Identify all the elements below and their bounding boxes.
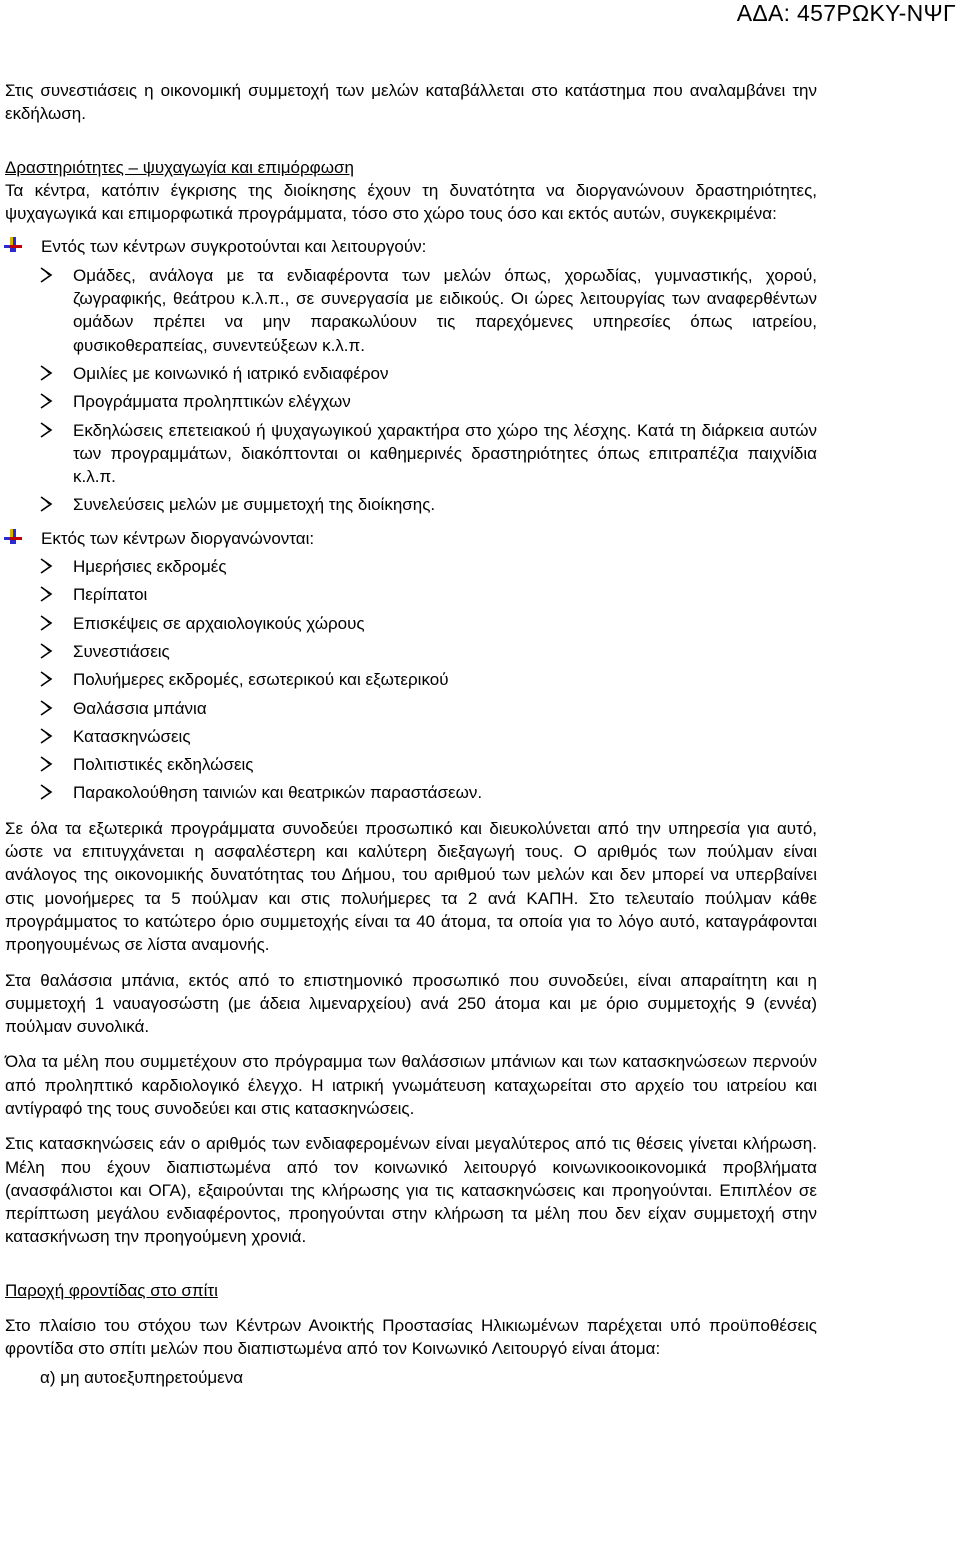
- outside-list: [5, 555, 817, 805]
- outside-section: [5, 527, 817, 550]
- arrow-bullet-icon: [39, 496, 53, 512]
- arrow-bullet-icon: [39, 558, 53, 574]
- list-item: Επισκέψεις σε αρχαιολογικούς χώρους: [5, 612, 817, 635]
- list-item: Προγράμματα προληπτικών ελέγχων: [5, 390, 817, 413]
- activities-text: Τα κέντρα, κατόπιν έγκρισης της διοίκησης έχουν τη δυνατότητα να διοργανώνουν δραστηριότητες, ψυχαγωγικά και επιμορφωτικά προγράμματα, τόσο στο χώρο τους όσο και εκτός αυτών, συγκεκριμένα:: [5, 180, 817, 224]
- list-item: Ομιλίες με κοινωνικό ή ιατρικό ενδιαφέρον: [5, 362, 817, 385]
- inside-list: [5, 264, 817, 517]
- inside-section: [5, 235, 817, 258]
- bullet-flag-icon: [4, 529, 22, 545]
- arrow-bullet-icon: [39, 784, 53, 800]
- list-item: Συνελεύσεις μελών με συμμετοχή της διοίκησης.: [5, 493, 817, 516]
- homecare-item-a: α) μη αυτοεξυπηρετούμενα: [40, 1367, 244, 1387]
- bullet-flag-icon: [4, 237, 22, 253]
- list-item: Θαλάσσια μπάνια: [5, 697, 817, 720]
- arrow-bullet-icon: [39, 393, 53, 409]
- arrow-bullet-icon: [39, 728, 53, 744]
- arrow-bullet-icon: [39, 756, 53, 772]
- list-item: Κατασκηνώσεις: [5, 725, 817, 748]
- arrow-bullet-icon: [39, 700, 53, 716]
- outside-label: Εκτός των κέντρων διοργανώνονται:: [41, 528, 315, 548]
- list-item: Παρακολούθηση ταινιών και θεατρικών παραστάσεων.: [5, 781, 817, 804]
- list-item: Περίπατοι: [5, 583, 817, 606]
- activities-heading: Δραστηριότητες – ψυχαγωγία και επιμόρφωση: [5, 157, 354, 177]
- inside-label: Εντός των κέντρων συγκροτούνται και λειτουργούν:: [41, 237, 427, 257]
- homecare-heading: Παροχή φροντίδας στο σπίτι: [5, 1280, 218, 1300]
- arrow-bullet-icon: [39, 365, 53, 381]
- list-item: Πολιτιστικές εκδηλώσεις: [5, 753, 817, 776]
- arrow-bullet-icon: [39, 586, 53, 602]
- paragraph-sea-baths: Στα θαλάσσια μπάνια, εκτός από το επιστημονικό προσωπικό που συνοδεύει, είναι απαραίτητη και η συμμετοχή 1 ναυαγοσώστη (με άδεια λιμεναρχείου) ανά 250 άτομα και με όριο συμμετοχής 9 (εννέα) πούλμαν συνολικά.: [5, 970, 817, 1037]
- arrow-bullet-icon: [39, 267, 53, 283]
- list-item: Πολυήμερες εκδρομές, εσωτερικού και εξωτερικού: [5, 668, 817, 691]
- list-item: Ημερήσιες εκδρομές: [5, 555, 817, 578]
- paragraph-camps: Στις κατασκηνώσεις εάν ο αριθμός των ενδιαφερομένων είναι μεγαλύτερος από τις θέσεις γίνεται κλήρωση. Μέλη που έχουν διαπιστωμένα από τον κοινωνικό λειτουργό κοινωνικοοικονομικά προβλήματα (ανασφάλιστοι και ΟΓΑ), εξαιρούνται της κλήρωσης για τις κατασκηνώσεις και προηγούνται. Επιπλέον σε περίπτωση μεγάλου ενδιαφέροντος, προηγούνται στην κλήρωση τα μέλη που δεν είχαν συμμετοχή στην κατασκήνωση την προηγούμενη χρονιά.: [5, 1134, 817, 1247]
- arrow-bullet-icon: [39, 671, 53, 687]
- document-page: [5, 79, 817, 1389]
- list-item: Συνεστιάσεις: [5, 640, 817, 663]
- homecare-text: Στο πλαίσιο του στόχου των Κέντρων Ανοικτής Προστασίας Ηλικιωμένων παρέχεται υπό προϋποθέσεις φροντίδα στο σπίτι μελών που διαπιστωμένα από τον Κοινωνικό Λειτουργό είναι άτομα:: [5, 1316, 817, 1359]
- list-item: Εκδηλώσεις επετειακού ή ψυχαγωγικού χαρακτήρα στο χώρο της λέσχης. Κατά τη διάρκεια αυτών των προγραμμάτων, διακόπτονται οι καθημερινές δραστηριότητες όπως επιτραπέζια παιχνίδια κ.λ.π.: [5, 419, 817, 489]
- paragraph-buses: Σε όλα τα εξωτερικά προγράμματα συνοδεύει προσωπικό και διευκολύνεται από την υπηρεσία για αυτό, ώστε να επιτυγχάνεται η ασφαλέστερη και καλύτερη διεξαγωγή τους. Ο αριθμός των πούλμαν είναι ανάλογος της οικονομικής δυνατότητας του Δήμου, του αριθμού των μελών και δεν μπορεί να υπερβαίνει στις μονοήμερες τα 5 πούλμαν και στις πολυήμερες τα 2 ανά ΚΑΠΗ. Στο τελευταίο πούλμαν κάθε προγράμματος το κατώτερο όριο συμμετοχής είναι τα 40 άτομα, τα οποία για το λόγο αυτό, καταγράφονται προηγουμένως σε λίστα αναμονής.: [5, 818, 817, 955]
- paragraph-medical-check: Όλα τα μέλη που συμμετέχουν στο πρόγραμμα των θαλάσσιων μπάνιων και των κατασκηνώσεων περνούν από προληπτικό καρδιολογικό έλεγχο. Η ιατρική γνωμάτευση καταχωρείται στο αρχείο του ιατρείου και αντίγραφό της τους συνοδεύει και στις κατασκηνώσεις.: [5, 1052, 817, 1118]
- arrow-bullet-icon: [39, 422, 53, 438]
- document-code: ΑΔΑ: 457ΡΩΚΥ-ΝΨΓ: [736, 0, 956, 26]
- intro-paragraph: Στις συνεστιάσεις η οικονομική συμμετοχή των μελών καταβάλλεται στο κατάστημα που αναλαμβάνει την εκδήλωση.: [5, 81, 817, 124]
- list-item: Ομάδες, ανάλογα με τα ενδιαφέροντα των μελών όπως, χορωδίας, γυμναστικής, χορού, ζωγραφικής, θεάτρου κ.λ.π., σε συνεργασία με ειδικούς. Οι ώρες λειτουργίας των αναφερθέντων ομάδων πρέπει να μην παρακωλύουν τις παρεχόμενες υπηρεσίες όπως ιατρείου, φυσικοθεραπείας, συνεντεύξεων κ.λ.π.: [5, 264, 817, 357]
- arrow-bullet-icon: [39, 615, 53, 631]
- arrow-bullet-icon: [39, 643, 53, 659]
